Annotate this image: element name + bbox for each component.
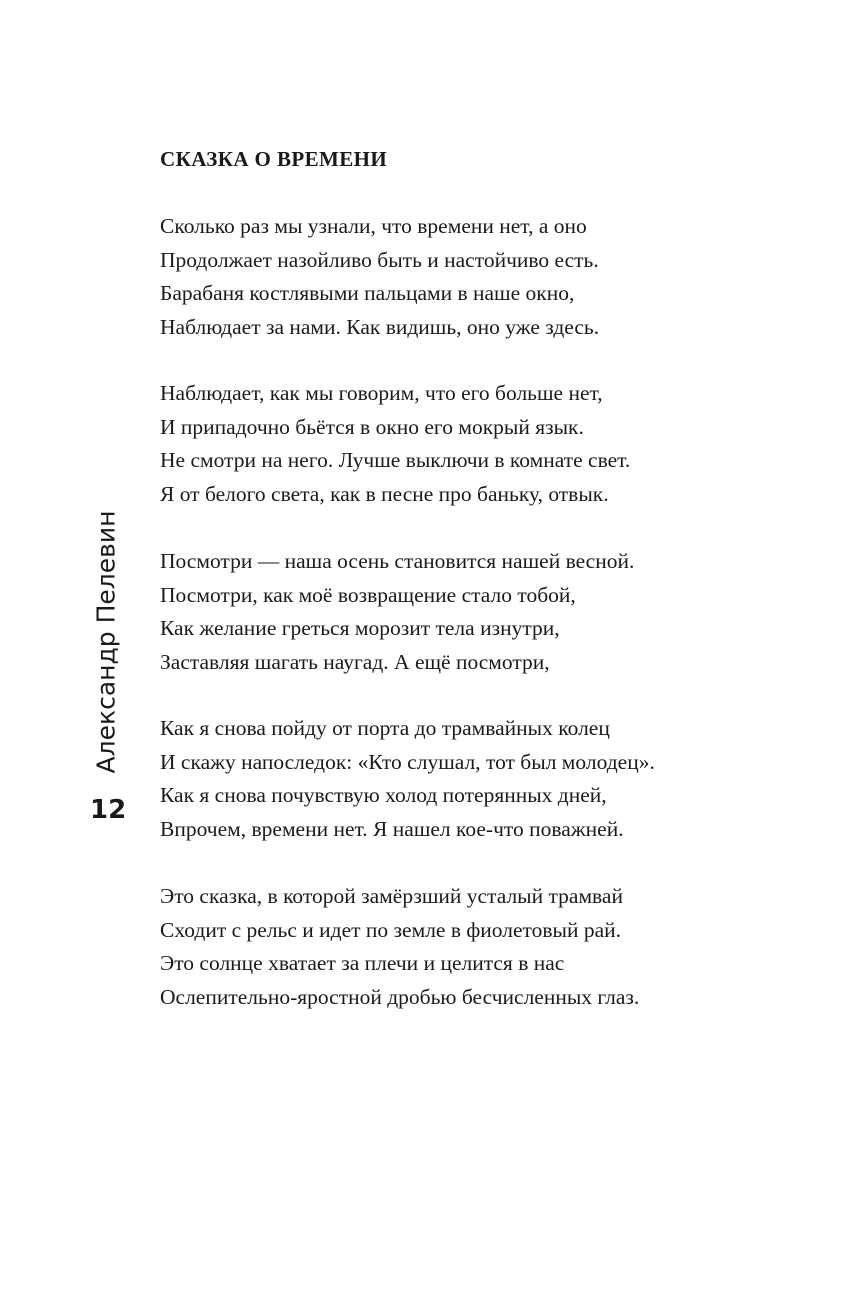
poem-line: Заставляя шагать наугад. А ещё посмотри, [160, 649, 550, 674]
poem-line: Наблюдает за нами. Как видишь, оно уже здесь. [160, 314, 600, 339]
poem-line: Как я снова пойду от порта до трамвайных колец [160, 716, 610, 740]
poem-line: Это сказка, в которой замёрзший усталый трамвай [160, 884, 623, 908]
poem-line: Ослепительно-яростной дробью бесчисленных глаз. [160, 984, 640, 1009]
poem-line: Наблюдает, как мы говорим, что его больше нет, [160, 381, 603, 405]
page-number: 12 [90, 795, 127, 825]
poem-line: Сходит с рельс и идет по земле в фиолетовый рай. [160, 917, 622, 942]
poem-title: СКАЗКА О ВРЕМЕНИ [160, 147, 388, 171]
stanza-1 [160, 210, 599, 344]
stanza-4 [160, 712, 655, 846]
poem-line: Это солнце хватает за плечи и целится в нас [160, 951, 565, 976]
poem-line: Не смотри на него. Лучше выключи в комнате свет. [160, 448, 631, 473]
poem-line: Как желание греться морозит тела изнутри, [160, 616, 560, 641]
stanza-2 [160, 377, 630, 511]
stanza-3 [160, 545, 634, 679]
poem-line: И припадочно бьётся в окно его мокрый язык. [160, 414, 584, 439]
poem-line: Барабаня костлявыми пальцами в наше окно, [160, 281, 575, 306]
poem-line: И скажу напоследок: «Кто слушал, тот был молодец». [160, 749, 655, 774]
poem-line: Продолжает назойливо быть и настойчиво есть. [160, 247, 599, 272]
running-head-author: Александр Пелевин [91, 510, 121, 774]
poem-line: Как я снова почувствую холод потерянных дней, [160, 783, 607, 808]
poem-line: Сколько раз мы узнали, что времени нет, а оно [160, 214, 587, 238]
poem-line: Впрочем, времени нет. Я нашел кое-что поважней. [160, 816, 624, 841]
poem-line: Посмотри — наша осень становится нашей весной. [160, 549, 635, 573]
poem-line: Я от белого света, как в песне про баньку, отвык. [160, 481, 609, 506]
stanza-5 [160, 880, 639, 1014]
poem-line: Посмотри, как моё возвращение стало тобой, [160, 582, 576, 607]
